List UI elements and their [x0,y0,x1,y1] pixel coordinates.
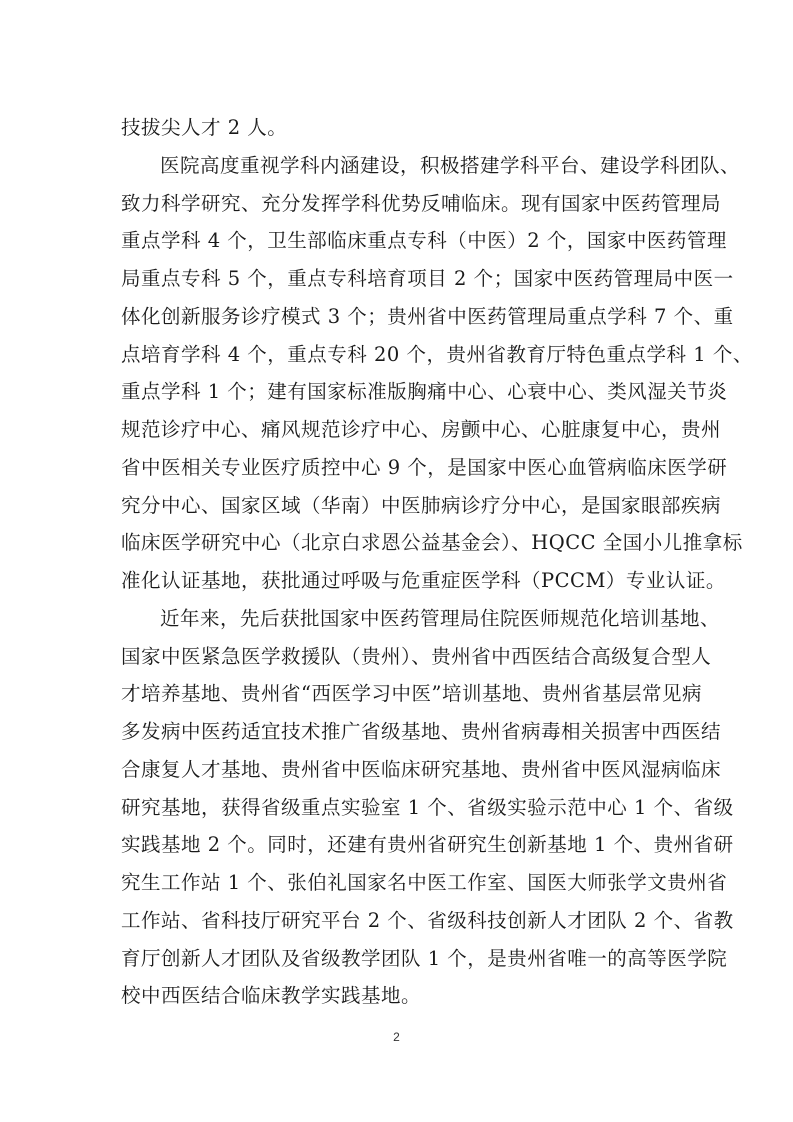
text-line: 临床医学研究中心（北京白求恩公益基金会）、HQCC 全国小儿推拿标 [121,531,743,555]
text-line: 才培养基地、贵州省“西医学习中医”培训基地、贵州省基层常见病 [121,682,702,706]
text-line: 合康复人才基地、贵州省中医临床研究基地、贵州省中医风湿病临床 [121,757,722,781]
text-line: 研究基地，获得省级重点实验室 1 个、省级实验示范中心 1 个、省级 [121,795,734,819]
text-line: 准化认证基地，获批通过呼吸与危重症医学科（PCCM）专业认证。 [121,569,726,592]
text-line: 局重点专科 5 个，重点专科培育项目 2 个；国家中医药管理局中医一 [121,267,734,290]
paragraph-first-line: 近年来，先后获批国家中医药管理局住院医师规范化培训基地、 [160,606,721,630]
text-line: 体化创新服务诊疗模式 3 个；贵州省中医药管理局重点学科 7 个、重 [121,304,734,328]
text-line: 致力科学研究、充分发挥学科优势反哺临床。现有国家中医药管理局 [121,191,722,215]
text-line: 实践基地 2 个。同时，还建有贵州省研究生创新基地 1 个、贵州省研 [121,833,734,857]
text-line: 究分中心、国家区域（华南）中医肺病诊疗分中心，是国家眼部疾病 [121,493,722,517]
text-line: 工作站、省科技厅研究平台 2 个、省级科技创新人才团队 2 个、省教 [121,908,734,932]
text-line: 规范诊疗中心、痛风规范诊疗中心、房颤中心、心脏康复中心，贵州 [121,418,722,441]
paragraph-first-line: 医院高度重视学科内涵建设，积极搭建学科平台、建设学科团队、 [160,153,741,177]
text-line: 技拔尖人才 2 人。 [121,116,288,139]
text-line: 国家中医紧急医学救援队（贵州）、贵州省中西医结合高级复合型人 [121,644,712,668]
text-line: 省中医相关专业医疗质控中心 9 个，是国家中医心血管病临床医学研 [121,455,728,479]
page-number: 2 [393,1030,400,1044]
text-line: 多发病中医药适宜技术推广省级基地、贵州省病毒相关损害中西医结 [121,720,722,743]
text-line: 重点学科 1 个；建有国家标准版胸痛中心、心衰中心、类风湿关节炎 [121,380,728,404]
text-line: 点培育学科 4 个，重点专科 20 个，贵州省教育厅特色重点学科 1 个、 [121,342,753,366]
text-line: 究生工作站 1 个、张伯礼国家名中医工作室、国医大师张学文贵州省 [121,871,728,894]
text-line: 校中西医结合临床教学实践基地。 [121,984,422,1008]
body-text [121,109,753,1015]
text-line: 育厅创新人才团队及省级教学团队 1 个，是贵州省唯一的高等医学院 [121,946,728,970]
text-line: 重点学科 4 个，卫生部临床重点专科（中医）2 个，国家中医药管理 [121,229,727,253]
